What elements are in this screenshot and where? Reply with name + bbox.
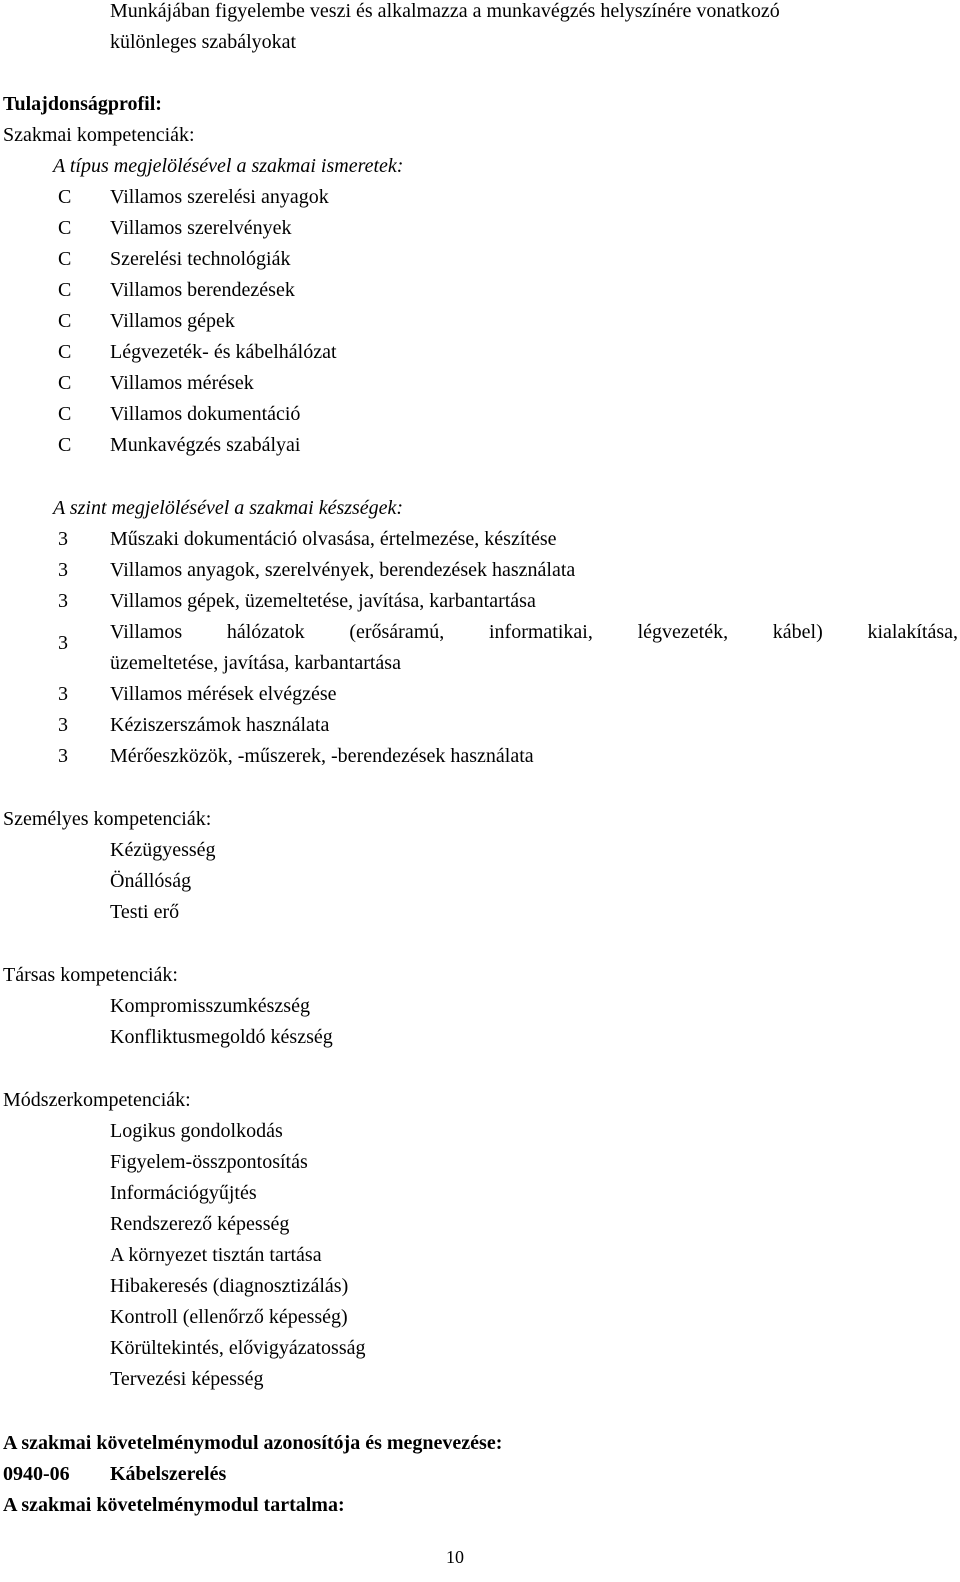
method-item: Hibakeresés (diagnosztizálás) — [110, 1275, 349, 1297]
method-item: Logikus gondolkodás — [110, 1120, 283, 1142]
social-competencies — [0, 960, 960, 1053]
skill-level: 3 — [58, 559, 68, 581]
method-competencies — [0, 1085, 960, 1395]
skill-text: Villamos mérések elvégzése — [110, 683, 337, 705]
skill-text: Műszaki dokumentáció olvasása, értelmezése, készítése — [110, 528, 557, 550]
skill-item — [0, 741, 960, 772]
method-item: A környezet tisztán tartása — [110, 1244, 322, 1266]
module-section — [0, 1428, 960, 1521]
module-code-row — [0, 1459, 960, 1490]
method-item: Figyelem-összpontosítás — [110, 1151, 308, 1173]
skill-level: 3 — [58, 745, 68, 767]
knowledge-item — [0, 306, 960, 337]
knowledge-text: Villamos mérések — [110, 372, 254, 394]
knowledge-mark: C — [58, 403, 72, 425]
skill-level: 3 — [58, 714, 68, 736]
knowledge-text: Légvezeték- és kábelhálózat — [110, 341, 337, 363]
knowledge-text: Villamos berendezések — [110, 279, 295, 301]
knowledge-list — [0, 182, 960, 461]
module-content-title: A szakmai követelménymodul tartalma: — [3, 1494, 345, 1516]
skill-item — [0, 586, 960, 617]
knowledge-text: Villamos szerelvények — [110, 217, 292, 239]
module-name: Kábelszerelés — [110, 1463, 227, 1485]
knowledge-mark: C — [58, 186, 72, 208]
social-item: Konfliktusmegoldó készség — [110, 1026, 333, 1048]
skill-text: Villamos anyagok, szerelvények, berendezések használata — [110, 559, 576, 581]
skill-item — [0, 524, 960, 555]
personal-item: Kézügyesség — [110, 839, 216, 861]
skill-text: Villamos gépek, üzemeltetése, javítása, karbantartása — [110, 590, 536, 612]
knowledge-mark: C — [58, 248, 72, 270]
method-item: Tervezési képesség — [110, 1368, 264, 1390]
knowledge-mark: C — [58, 341, 72, 363]
knowledge-item — [0, 430, 960, 461]
personal-item: Testi erő — [110, 901, 180, 923]
skills-section — [0, 493, 960, 772]
knowledge-mark: C — [58, 372, 72, 394]
skill-level: 3 — [58, 590, 68, 612]
knowledge-item — [0, 213, 960, 244]
skill-text: Kéziszerszámok használata — [110, 714, 330, 736]
method-competencies-label: Módszerkompetenciák: — [3, 1089, 191, 1111]
knowledge-text: Villamos dokumentáció — [110, 403, 301, 425]
knowledge-label: A típus megjelölésével a szakmai ismeretek: — [53, 155, 404, 177]
knowledge-mark: C — [58, 434, 72, 456]
knowledge-text: Villamos gépek — [110, 310, 235, 332]
skill-level: 3 — [58, 528, 68, 550]
intro-line-1: Munkájában figyelembe veszi és alkalmazza a munkavégzés helyszínére vonatkozó — [110, 0, 780, 22]
skill-level: 3 — [58, 632, 68, 654]
social-item: Kompromisszumkészség — [110, 995, 310, 1017]
skill-item — [0, 555, 960, 586]
personal-item: Önállóság — [110, 870, 192, 892]
personal-competencies-label: Személyes kompetenciák: — [3, 808, 212, 830]
skill-item — [0, 679, 960, 710]
skill-text-line-1: Villamos hálózatok (erősáramú, informatikai, légvezeték, kábel) kialakítása, — [110, 621, 958, 643]
skill-text-line-2: üzemeltetése, javítása, karbantartása — [110, 652, 401, 674]
skill-text: Mérőeszközök, -műszerek, -berendezések használata — [110, 745, 534, 767]
method-item: Rendszerező képesség — [110, 1213, 290, 1235]
skill-item-wrapped — [0, 617, 960, 679]
profile-title: Tulajdonságprofil: — [3, 93, 162, 115]
social-competencies-label: Társas kompetenciák: — [3, 964, 178, 986]
skills-label: A szint megjelölésével a szakmai készségek: — [53, 497, 404, 519]
method-item: Információgyűjtés — [110, 1182, 257, 1204]
module-id-title: A szakmai követelménymodul azonosítója és megnevezése: — [3, 1432, 503, 1454]
knowledge-item — [0, 399, 960, 430]
knowledge-item — [0, 368, 960, 399]
knowledge-text: Munkavégzés szabályai — [110, 434, 301, 456]
intro-line-2: különleges szabályokat — [110, 31, 297, 53]
knowledge-mark: C — [58, 310, 72, 332]
knowledge-item — [0, 244, 960, 275]
skill-level: 3 — [58, 683, 68, 705]
method-item: Körültekintés, elővigyázatosság — [110, 1337, 366, 1359]
module-code: 0940-06 — [3, 1463, 70, 1485]
profile-section — [0, 89, 960, 182]
knowledge-item — [0, 182, 960, 213]
page-number: 10 — [446, 1547, 464, 1567]
intro-paragraph — [0, 0, 960, 58]
skill-item — [0, 710, 960, 741]
knowledge-mark: C — [58, 217, 72, 239]
knowledge-text: Szerelési technológiák — [110, 248, 291, 270]
personal-competencies — [0, 804, 960, 928]
method-item: Kontroll (ellenőrző képesség) — [110, 1306, 348, 1328]
knowledge-text: Villamos szerelési anyagok — [110, 186, 329, 208]
knowledge-mark: C — [58, 279, 72, 301]
knowledge-item — [0, 275, 960, 306]
knowledge-item — [0, 337, 960, 368]
professional-competencies-label: Szakmai kompetenciák: — [3, 124, 195, 146]
